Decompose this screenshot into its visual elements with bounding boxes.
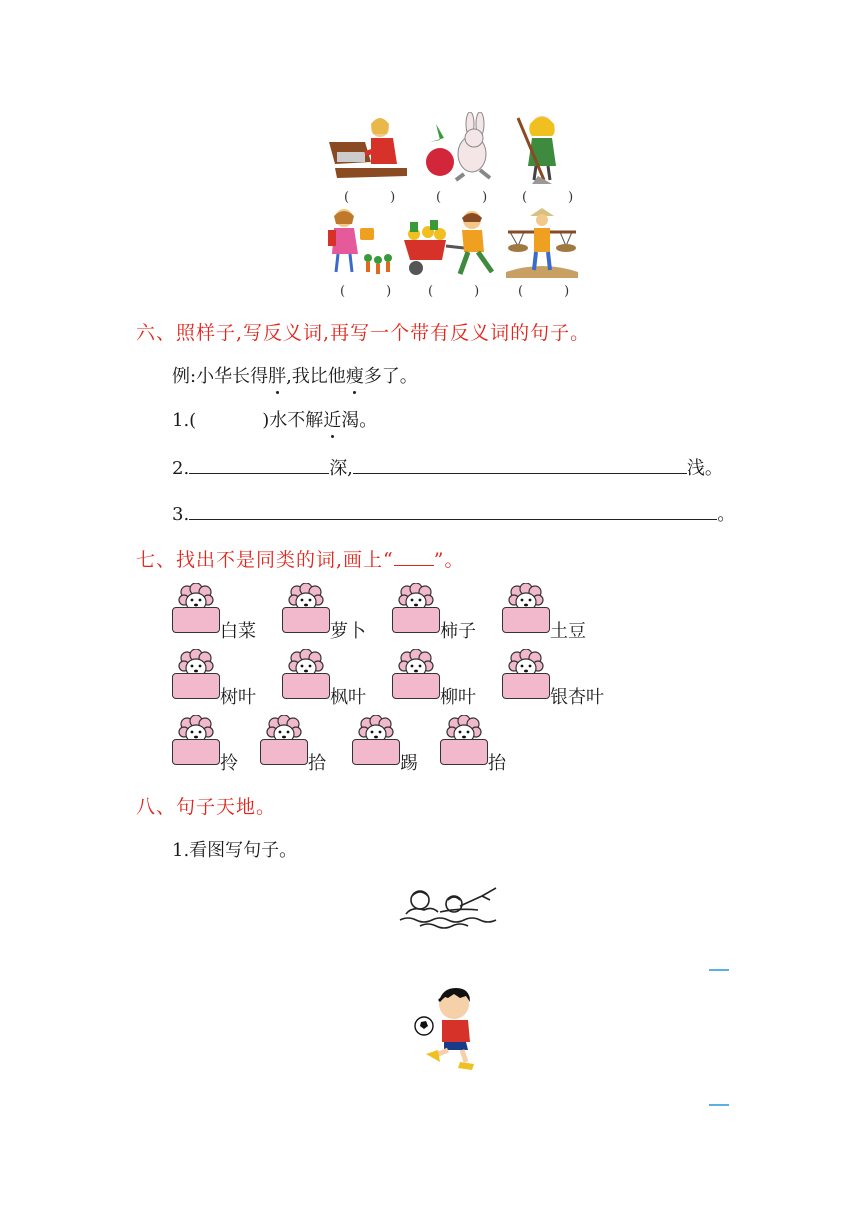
q1-prefix: 1.( — [172, 410, 197, 431]
section-8-question-1: 1.看图写句子。 — [172, 840, 298, 861]
word-card[interactable] — [172, 709, 220, 765]
rabbit-radish-icon — [420, 112, 500, 184]
carrying-pole-man-picture — [504, 206, 580, 278]
word-card[interactable] — [282, 577, 330, 633]
word-card[interactable] — [392, 643, 440, 699]
section-7-title — [136, 545, 464, 572]
word-card[interactable] — [502, 643, 550, 699]
example-text-3: 多了。 — [363, 366, 418, 387]
example-dotted-word-2: 瘦 — [346, 362, 364, 388]
swimming-kids-picture — [398, 880, 502, 934]
word-card[interactable] — [172, 643, 220, 699]
word-label: 拎 — [220, 753, 238, 774]
answer-box[interactable] — [392, 673, 440, 699]
word-label: 踢 — [400, 753, 418, 774]
section-7-title-suffix: ”。 — [433, 549, 465, 571]
paren-5: ( ) — [428, 284, 494, 299]
paren-4: ( ) — [340, 284, 406, 299]
q1-mid: )水不解 — [262, 410, 324, 431]
word-card[interactable] — [440, 709, 488, 765]
paren-3: ( ) — [522, 190, 588, 205]
answer-box[interactable] — [502, 673, 550, 699]
word-label: 树叶 — [220, 687, 256, 708]
paren-2: ( ) — [436, 190, 502, 205]
word-card[interactable] — [260, 709, 308, 765]
football-boy-picture — [412, 984, 484, 1070]
carrying-pole-man-icon — [504, 206, 580, 278]
swimming-kids-icon — [398, 880, 502, 934]
watering-girl-picture — [322, 206, 398, 278]
sweeping-girl-icon — [512, 112, 572, 186]
word-label: 银杏叶 — [550, 687, 604, 708]
cart-boy-icon — [400, 206, 500, 280]
answer-line-2[interactable] — [709, 1104, 729, 1106]
word-label: 柳叶 — [440, 687, 476, 708]
section-7-title-underline — [394, 549, 434, 566]
answer-box[interactable] — [172, 739, 220, 765]
example-dotted-word-1: 胖 — [268, 362, 286, 388]
answer-box[interactable] — [282, 607, 330, 633]
example-text-1: 例:小华长得 — [172, 366, 269, 387]
word-label: 抬 — [488, 753, 506, 774]
word-card[interactable] — [282, 643, 330, 699]
q2-blank-2[interactable] — [353, 455, 687, 474]
answer-box[interactable] — [440, 739, 488, 765]
watering-girl-icon — [322, 206, 398, 278]
question-6-2 — [172, 454, 723, 480]
word-label: 萝卜 — [330, 621, 366, 642]
word-label: 枫叶 — [330, 687, 366, 708]
q2-prefix: 2. — [172, 458, 190, 479]
football-boy-icon — [412, 984, 484, 1070]
answer-box[interactable] — [172, 607, 220, 633]
answer-box[interactable] — [352, 739, 400, 765]
sweeping-girl-picture — [512, 112, 572, 186]
section-8-title: 八、句子天地。 — [136, 796, 277, 818]
answer-box[interactable] — [260, 739, 308, 765]
q2-blank-1[interactable] — [189, 455, 329, 474]
section-6-example — [172, 362, 418, 388]
section-6-title: 六、照样子,写反义词,再写一个带有反义词的句子。 — [136, 322, 591, 344]
cart-boy-picture — [400, 206, 500, 280]
word-card[interactable] — [502, 577, 550, 633]
q2-suffix: 浅。 — [686, 458, 723, 479]
piano-girl-icon — [325, 112, 409, 184]
q3-prefix: 3. — [172, 504, 190, 525]
word-label: 白菜 — [220, 621, 256, 642]
q1-dotted-word: 近 — [323, 406, 341, 432]
answer-box[interactable] — [172, 673, 220, 699]
word-label: 拾 — [308, 753, 326, 774]
piano-girl-picture — [325, 112, 409, 184]
q2-mid: 深, — [329, 458, 353, 479]
answer-box[interactable] — [282, 673, 330, 699]
word-label: 土豆 — [550, 621, 586, 642]
q1-suffix: 渴。 — [341, 410, 378, 431]
word-card[interactable] — [172, 577, 220, 633]
answer-box[interactable] — [392, 607, 440, 633]
example-text-2: ,我比他 — [286, 366, 346, 387]
answer-line-1[interactable] — [709, 969, 729, 971]
word-label: 柿子 — [440, 621, 476, 642]
question-6-3 — [172, 500, 735, 526]
q3-blank[interactable] — [189, 501, 717, 520]
section-7-title-prefix: 七、找出不是同类的词,画上“ — [136, 549, 394, 571]
paren-6: ( ) — [518, 284, 584, 299]
word-card[interactable] — [392, 577, 440, 633]
q3-suffix: 。 — [717, 504, 736, 525]
word-card[interactable] — [352, 709, 400, 765]
question-6-1 — [172, 406, 377, 432]
answer-box[interactable] — [502, 607, 550, 633]
rabbit-radish-picture — [420, 112, 500, 184]
paren-1: ( ) — [344, 190, 410, 205]
